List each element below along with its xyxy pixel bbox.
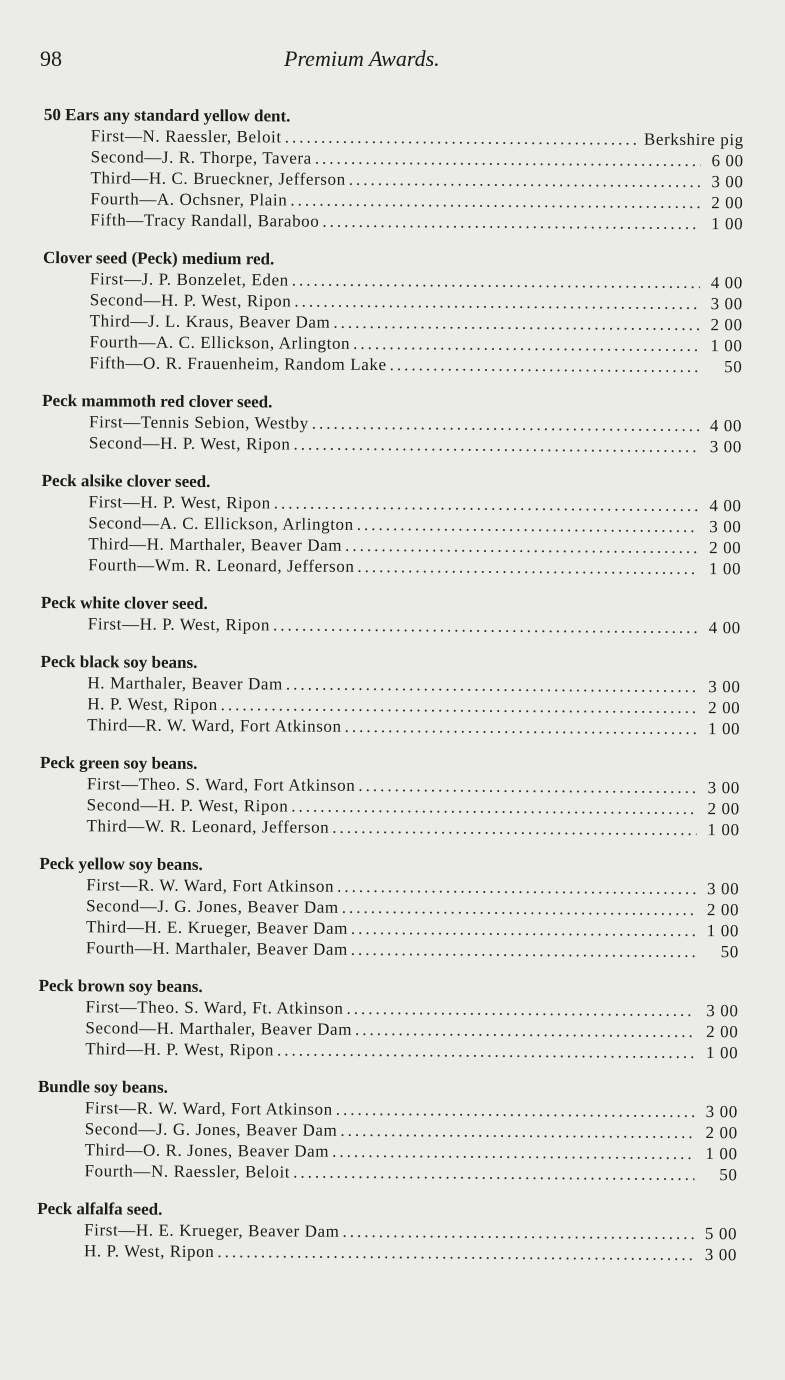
dot-leader (357, 556, 698, 579)
winner-name: Second—J. R. Thorpe, Tavera (90, 147, 312, 168)
winner-name: First—R. W. Ward, Fort Atkinson (84, 1098, 333, 1119)
dot-leader (332, 817, 696, 840)
winner-name: First—Theo. S. Ward, Fort Atkinson (86, 774, 356, 795)
dot-leader (342, 897, 696, 920)
winner-name: First—H. P. West, Ripon (88, 492, 271, 513)
section-title: Peck mammoth red clover seed. (42, 390, 273, 412)
award-section (37, 1198, 737, 1265)
dot-leader (286, 673, 698, 697)
section-title: 50 Ears any standard yellow dent. (43, 104, 291, 126)
award-entry (38, 1038, 738, 1063)
winner-name: Third—H. Marthaler, Beaver Dam (88, 534, 343, 555)
prize-amount: 1 00 (707, 719, 741, 739)
winner-name: Fourth—A. Ochsner, Plain (90, 189, 288, 210)
award-entry (40, 714, 740, 739)
prize-amount: 50 (719, 1165, 738, 1185)
dot-leader (346, 998, 695, 1021)
prize-amount: 3 00 (706, 1001, 739, 1021)
dot-leader (322, 211, 700, 234)
award-section (43, 104, 744, 234)
dot-leader (345, 535, 698, 558)
prize-amount: 3 00 (708, 677, 741, 697)
dot-leader (221, 694, 698, 718)
page-number: 98 (40, 46, 62, 71)
section-title: Peck white clover seed. (40, 592, 208, 614)
dot-leader (273, 614, 698, 638)
winner-name: Fourth—H. Marthaler, Beaver Dam (85, 938, 348, 959)
award-entry (43, 209, 743, 234)
section-title: Peck alsike clover seed. (41, 470, 211, 492)
section-title: Peck alfalfa seed. (37, 1198, 163, 1219)
winner-name: Third—O. R. Jones, Beaver Dam (84, 1140, 330, 1161)
award-section (39, 853, 740, 962)
prize-amount: 50 (724, 357, 743, 377)
dot-leader (277, 1039, 695, 1063)
winner-name: Fourth—A. C. Ellickson, Arlington (89, 332, 351, 353)
winner-name: H. P. West, Ripon (83, 1241, 215, 1262)
running-title: Premium Awards. (284, 46, 440, 71)
winner-name: Fifth—O. R. Frauenheim, Random Lake (89, 353, 387, 375)
prize-amount: 3 00 (707, 778, 740, 798)
award-entry (41, 554, 741, 579)
prize-amount: 3 00 (710, 294, 743, 314)
award-entry (42, 352, 742, 377)
dot-leader (274, 492, 699, 516)
dot-leader (291, 796, 696, 819)
prize-amount: 1 00 (707, 820, 740, 840)
prize-amount: 3 00 (711, 172, 744, 192)
section-title: Peck black soy beans. (40, 651, 198, 672)
prize-amount: 3 00 (709, 437, 742, 457)
prize-amount: 2 00 (707, 799, 740, 819)
section-title: Bundle soy beans. (37, 1076, 168, 1097)
award-section (42, 247, 743, 377)
dot-leader (312, 413, 699, 436)
dot-leader (290, 190, 700, 214)
winner-name: Second—J. G. Jones, Beaver Dam (84, 1119, 338, 1140)
dot-leader (358, 775, 697, 798)
winner-name: First—J. P. Bonzelet, Eden (89, 269, 289, 290)
dot-leader (285, 126, 641, 149)
dot-leader (353, 333, 699, 356)
dot-leader (355, 1019, 695, 1042)
prize-amount: 1 00 (708, 559, 742, 579)
winner-name: First—Tennis Sebion, Westby (89, 412, 309, 433)
prize-amount: 1 00 (711, 214, 744, 234)
dot-leader (336, 1099, 695, 1122)
dot-leader (217, 1241, 694, 1265)
dot-leader (292, 270, 700, 293)
prize-amount: 3 00 (709, 517, 742, 537)
prize-amount: Berkshire pig (643, 129, 744, 150)
winner-name: Fourth—Wm. R. Leonard, Jefferson (88, 555, 355, 576)
award-section (37, 1076, 738, 1185)
winner-name: First—H. E. Krueger, Beaver Dam (84, 1220, 340, 1241)
prize-amount: 2 00 (705, 1123, 738, 1143)
winner-name: First—N. Raessler, Beloit (90, 126, 282, 147)
winner-name: First—Theo. S. Ward, Ft. Atkinson (85, 997, 344, 1018)
award-section (41, 470, 742, 579)
prize-amount: 50 (720, 942, 739, 962)
prize-amount: 3 00 (704, 1245, 738, 1265)
prize-amount: 4 00 (708, 618, 741, 638)
winner-name: Second—A. C. Ellickson, Arlington (88, 513, 354, 534)
winner-name: H. P. West, Ripon (87, 694, 218, 715)
prize-amount: 2 00 (706, 900, 740, 920)
dot-leader (333, 312, 699, 335)
winner-name: Third—R. W. Ward, Fort Atkinson (87, 715, 342, 736)
winner-name: Fifth—Tracy Randall, Baraboo (90, 210, 320, 231)
awards-list (37, 104, 744, 1282)
winner-name: Fourth—N. Raessler, Beloit (84, 1161, 291, 1182)
section-title: Peck brown soy beans. (38, 975, 203, 996)
award-entry (40, 815, 740, 840)
prize-amount: 1 00 (705, 1144, 738, 1164)
prize-amount: 4 00 (709, 416, 743, 436)
winner-name: First—H. P. West, Ripon (87, 614, 271, 635)
section-title: Peck yellow soy beans. (39, 853, 203, 874)
prize-amount: 4 00 (710, 273, 743, 293)
dot-leader (332, 1141, 695, 1164)
award-entry (42, 432, 742, 457)
dot-leader (294, 291, 699, 314)
prize-amount: 1 00 (710, 336, 743, 356)
dot-leader (340, 1120, 694, 1143)
dot-leader (293, 1162, 694, 1185)
dot-leader (345, 716, 698, 739)
winner-name: Third—W. R. Leonard, Jefferson (86, 816, 330, 837)
award-section (40, 651, 741, 739)
winner-name: H. Marthaler, Beaver Dam (87, 673, 283, 694)
winner-name: Third—H. P. West, Ripon (85, 1039, 275, 1060)
winner-name: Third—J. L. Kraus, Beaver Dam (89, 311, 331, 332)
dot-leader (357, 514, 699, 537)
prize-amount: 2 00 (711, 193, 744, 213)
prize-amount: 2 00 (709, 538, 742, 558)
prize-amount: 1 00 (706, 1043, 739, 1063)
prize-amount: 2 00 (706, 1022, 739, 1042)
section-title: Peck green soy beans. (39, 752, 198, 773)
section-title: Clover seed (Peck) medium red. (43, 247, 275, 269)
dot-leader (351, 918, 696, 941)
prize-amount: 2 00 (708, 698, 741, 718)
page-header (0, 46, 785, 76)
winner-name: Second—H. P. West, Ripon (86, 795, 289, 816)
winner-name: Second—H. Marthaler, Beaver Dam (85, 1018, 353, 1039)
winner-name: Second—H. P. West, Ripon (88, 433, 291, 454)
prize-amount: 3 00 (705, 1102, 738, 1122)
winner-name: First—R. W. Ward, Fort Atkinson (86, 875, 335, 896)
prize-amount: 3 00 (707, 879, 740, 899)
award-section (41, 592, 741, 638)
prize-amount: 6 00 (711, 151, 744, 171)
dot-leader (390, 354, 700, 377)
dot-leader (315, 148, 701, 171)
award-section (40, 752, 741, 840)
prize-amount: 4 00 (709, 496, 742, 516)
award-entry (39, 937, 739, 962)
award-entry (41, 613, 741, 638)
winner-name: Third—H. C. Brueckner, Jefferson (90, 168, 346, 189)
dot-leader (349, 169, 701, 192)
prize-amount: 5 00 (704, 1224, 738, 1244)
dot-leader (293, 434, 698, 457)
dot-leader (351, 939, 696, 962)
prize-amount: 1 00 (706, 921, 740, 941)
award-entry (37, 1240, 737, 1265)
award-entry (37, 1160, 737, 1185)
prize-amount: 2 00 (710, 315, 743, 335)
winner-name: Second—J. G. Jones, Beaver Dam (86, 896, 339, 917)
dot-leader (342, 1221, 694, 1244)
winner-name: Third—H. E. Krueger, Beaver Dam (85, 917, 349, 938)
dot-leader (337, 876, 696, 899)
winner-name: Second—H. P. West, Ripon (89, 290, 292, 311)
award-section (42, 390, 742, 457)
award-section (38, 975, 739, 1063)
